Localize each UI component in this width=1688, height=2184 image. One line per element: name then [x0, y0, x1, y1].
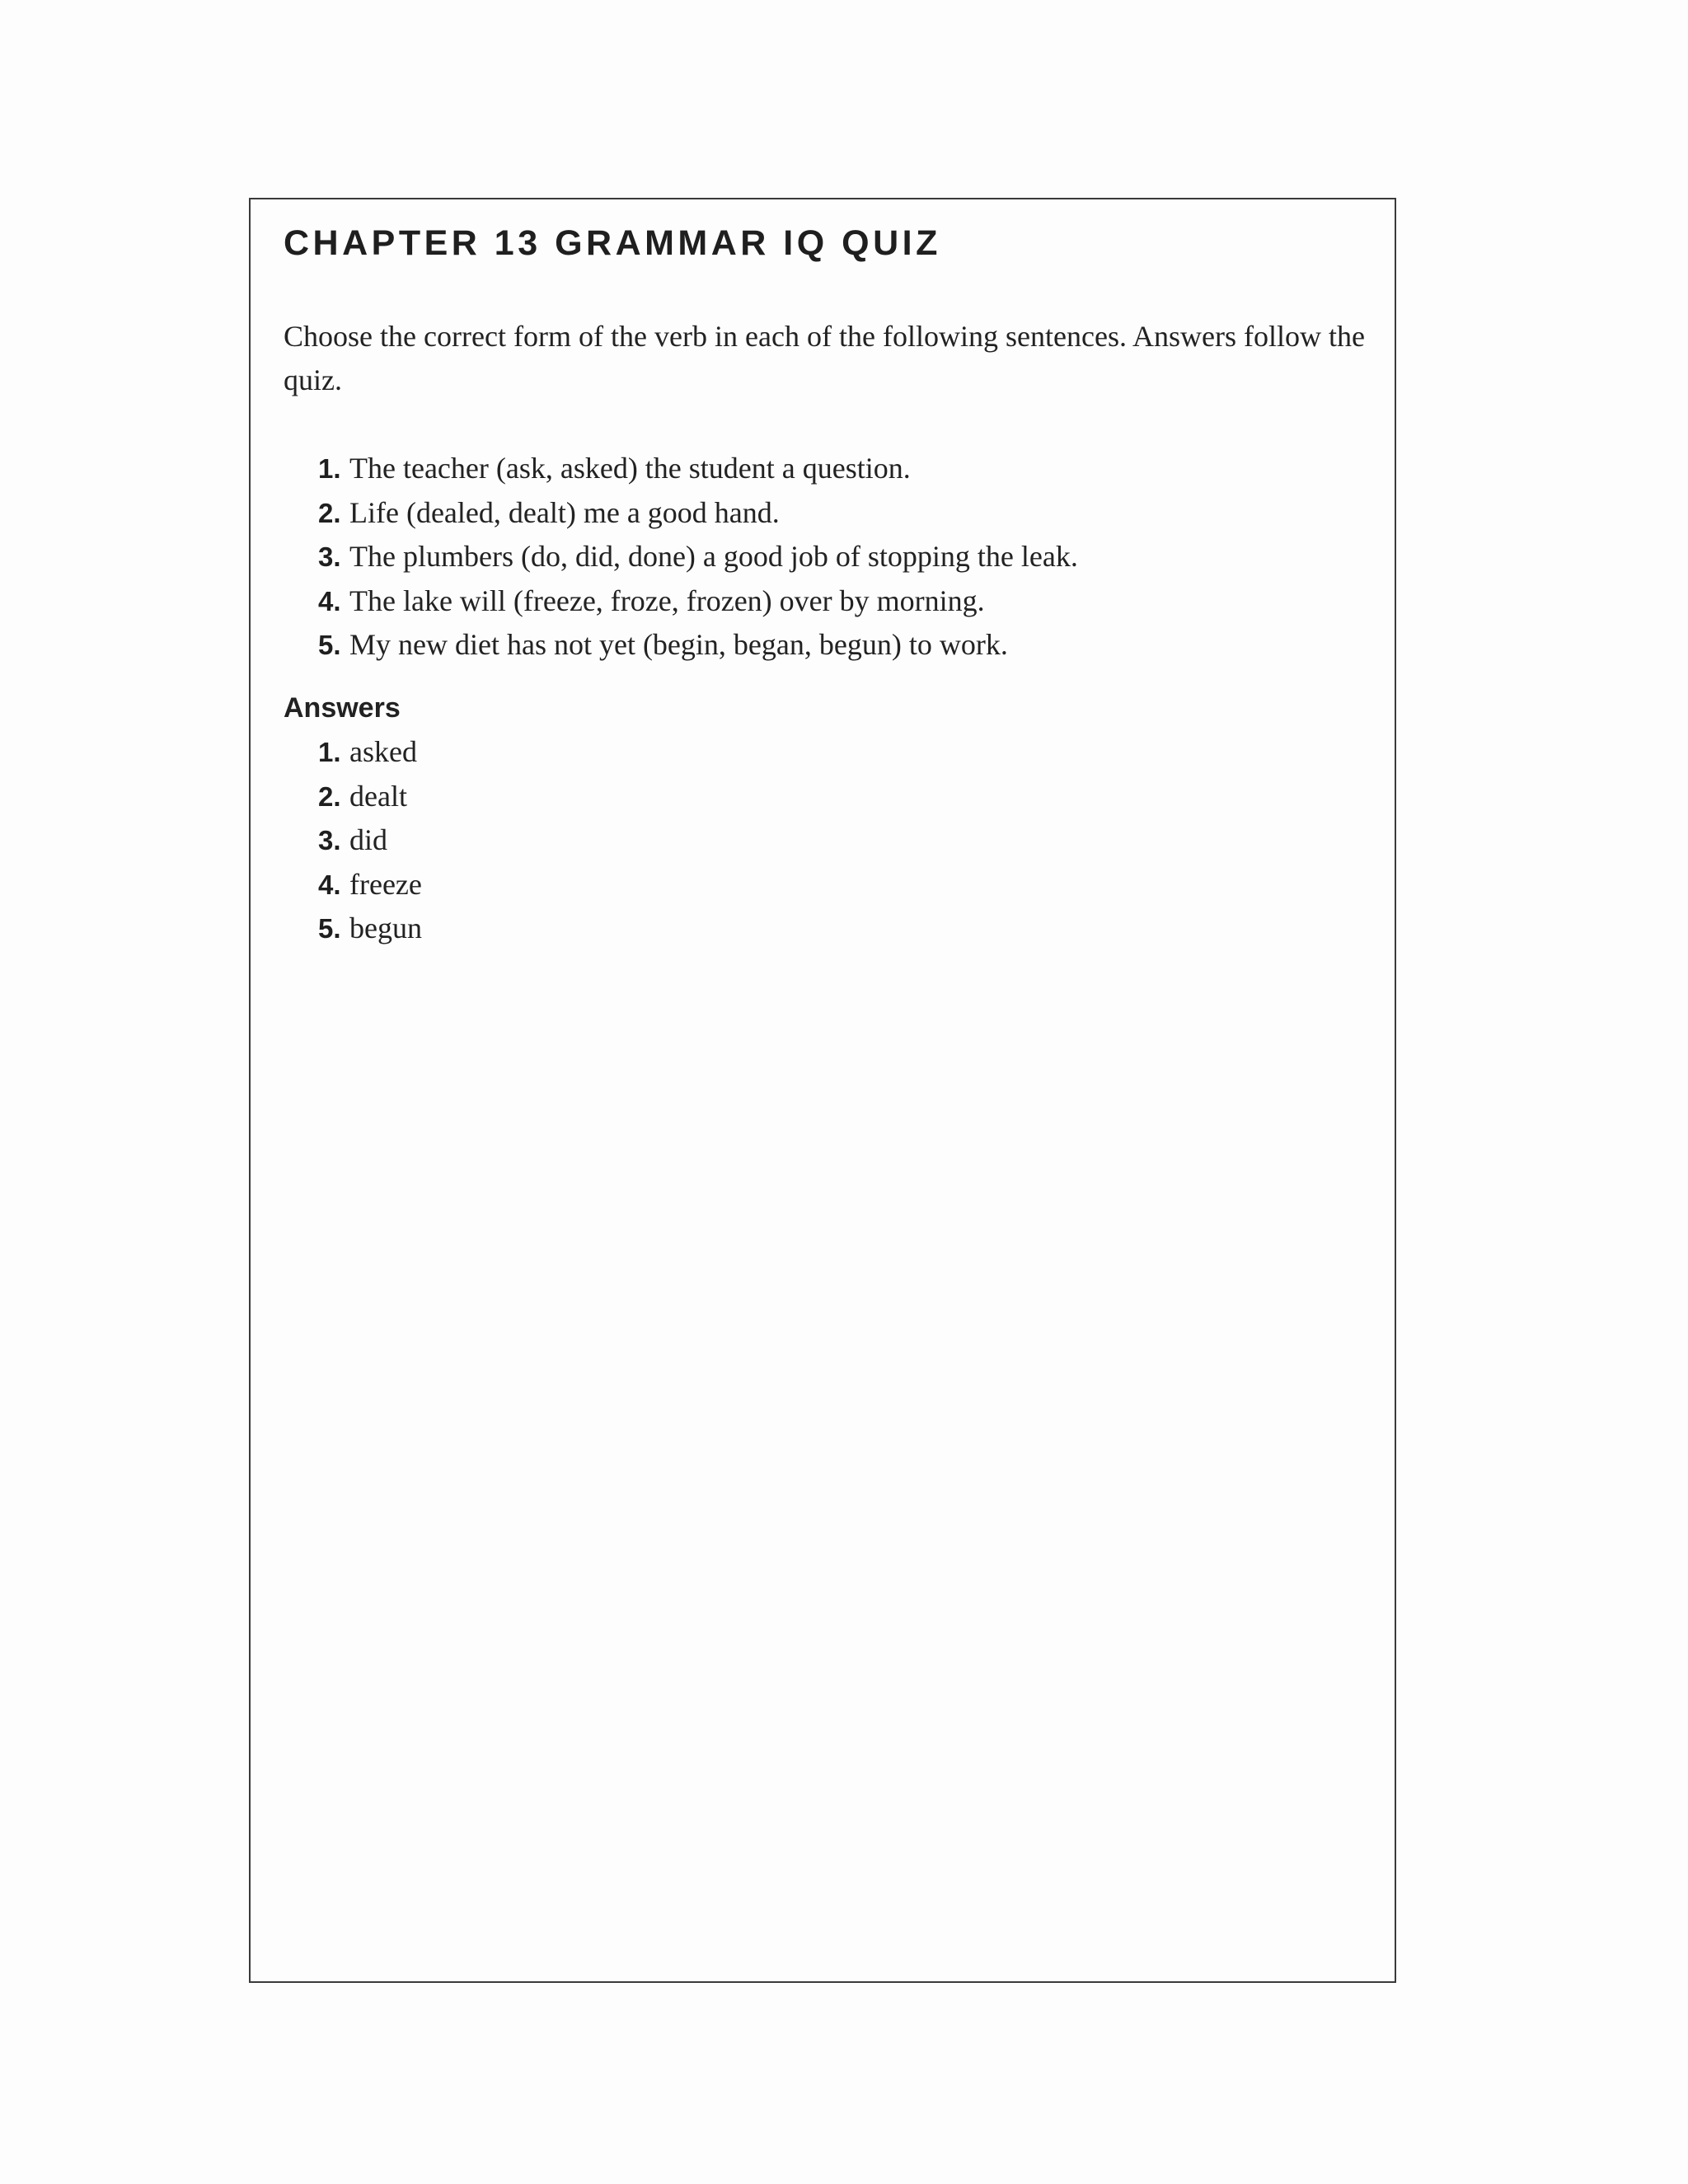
- question-item: [284, 579, 1078, 624]
- answer-number: 2.: [318, 780, 341, 812]
- answer-list: [284, 730, 422, 951]
- answer-number: 5.: [318, 913, 341, 944]
- question-number: 4.: [318, 585, 341, 616]
- answer-number: 3.: [318, 825, 341, 855]
- quiz-instructions: Choose the correct form of the verb in each of the following sentences. Answers follow the quiz.: [284, 320, 1365, 396]
- answer-text: dealt: [349, 779, 407, 813]
- answers-heading: Answers: [284, 692, 401, 724]
- question-text: The lake will (freeze, froze, frozen) over by morning.: [349, 583, 985, 617]
- question-number: 1.: [318, 453, 341, 484]
- question-number: 2.: [318, 497, 341, 528]
- question-item: [284, 623, 1078, 668]
- question-item: [284, 491, 1078, 536]
- answer-item: [284, 907, 422, 951]
- answer-item: [284, 863, 422, 907]
- quiz-box: [249, 198, 1396, 1983]
- answer-text: begun: [349, 912, 422, 944]
- answer-text: asked: [349, 735, 417, 768]
- answer-number: 4.: [318, 869, 341, 900]
- answer-text: did: [349, 823, 388, 856]
- question-text: The plumbers (do, did, done) a good job of stopping the leak.: [349, 540, 1078, 573]
- answer-item: [284, 730, 422, 775]
- answer-text: freeze: [349, 867, 422, 901]
- answer-number: 1.: [318, 737, 341, 767]
- question-item: [284, 535, 1078, 579]
- question-number: 3.: [318, 541, 341, 572]
- quiz-title: CHAPTER 13 GRAMMAR IQ QUIZ: [284, 223, 941, 263]
- question-text: The teacher (ask, asked) the student a question.: [349, 452, 911, 485]
- question-item: [284, 447, 1078, 491]
- question-number: 5.: [318, 630, 341, 660]
- answer-item: [284, 775, 422, 819]
- question-text: My new diet has not yet (begin, began, begun) to work.: [349, 628, 1008, 661]
- question-list: [284, 447, 1078, 668]
- question-text: Life (dealed, dealt) me a good hand.: [349, 495, 780, 529]
- answer-item: [284, 818, 422, 863]
